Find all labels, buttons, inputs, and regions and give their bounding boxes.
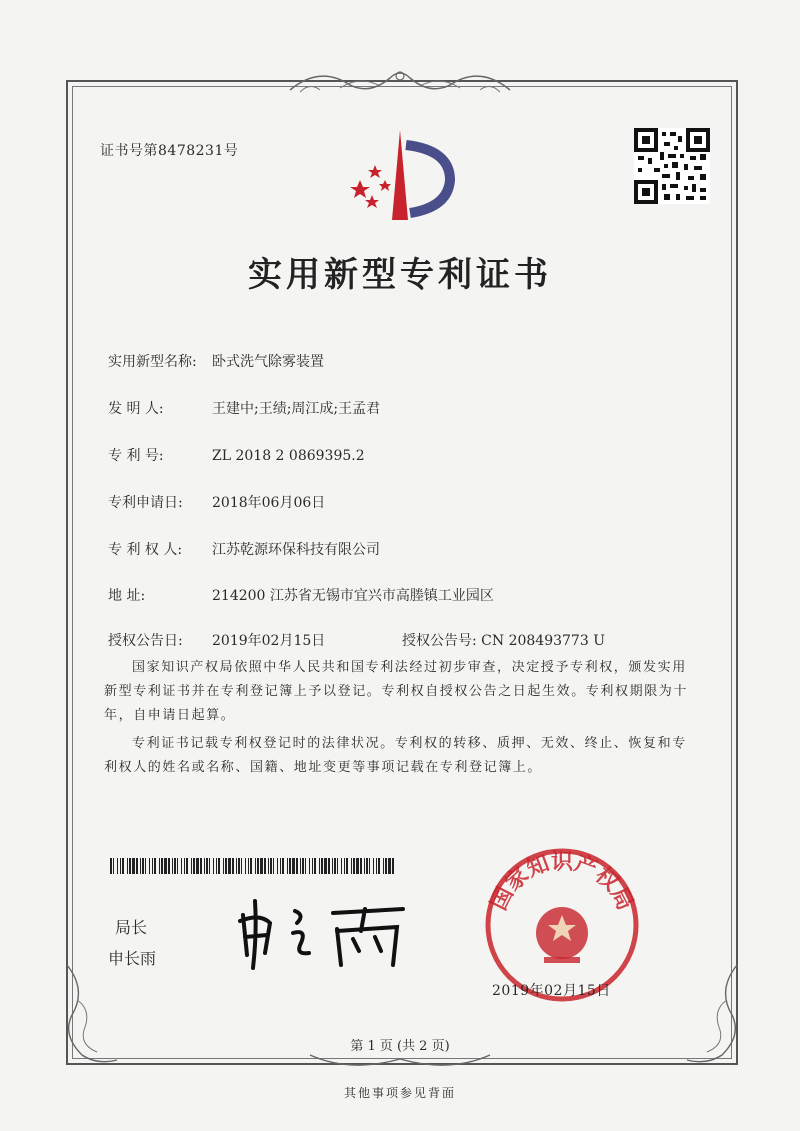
seal-text: 国家知识产权局 (486, 849, 638, 915)
certificate-title: 实用新型专利证书 (248, 255, 552, 295)
field-patent-number (108, 445, 365, 465)
director-name: 申长雨 (108, 949, 157, 968)
field-label: 发 明 人: (108, 401, 164, 417)
seal-date: 2019年02月15日 (492, 983, 611, 999)
field-patentee (108, 539, 380, 559)
field-value: 王建中;王绩;周江成;王孟君 (212, 401, 381, 417)
field-inventor (108, 398, 380, 418)
field-value: CN 208493773 U (481, 633, 605, 649)
field-label: 地 址: (108, 588, 146, 604)
page-number: 第 1 页 (共 2 页) (350, 1039, 450, 1054)
certificate-number: 证书号第8478231号 (100, 143, 239, 159)
svg-text:国家知识产权局 (487, 850, 638, 915)
field-filing-date (108, 492, 325, 512)
field-value: ZL 2018 2 0869395.2 (212, 448, 365, 464)
qr-code-icon (634, 128, 710, 204)
field-label: 专 利 号: (108, 448, 164, 464)
body-paragraph-1: 国家知识产权局依照中华人民共和国专利法经过初步审查，决定授予专利权，颁发实用新型专利证书并在专利登记簿上予以登记。专利权自授权公告之日起生效。专利权期限为十年，自申请日起算。 (104, 660, 689, 723)
field-label: 实用新型名称: (108, 354, 197, 370)
field-label: 授权公告日: (108, 633, 183, 649)
body-paragraph-2: 专利证书记载专利权登记时的法律状况。专利权的转移、质押、无效、终止、恢复和专利权人的姓名或名称、国籍、地址变更等事项记载在专利登记簿上。 (104, 736, 687, 775)
field-value: 卧式洗气除雾装置 (212, 354, 324, 370)
field-grant-date (108, 630, 325, 650)
field-label: 专 利 权 人: (108, 542, 183, 558)
field-value: 2018年06月06日 (212, 495, 326, 511)
footer-note: 其他事项参见背面 (343, 1086, 456, 1100)
handwritten-signature (225, 893, 415, 973)
field-utility-model-name (108, 351, 324, 371)
director-title: 局长 (115, 918, 148, 937)
field-grant-number (402, 630, 605, 650)
barcode-icon (110, 858, 394, 874)
cnipa-emblem-icon (340, 125, 470, 225)
top-ornament (280, 60, 520, 100)
field-value: 2019年02月15日 (212, 633, 326, 649)
field-label: 授权公告号: (402, 633, 477, 649)
field-value: 214200 江苏省无锡市宜兴市高塍镇工业园区 (212, 588, 494, 604)
field-value: 江苏乾源环保科技有限公司 (212, 542, 380, 558)
field-label: 专利申请日: (108, 495, 183, 511)
field-address (108, 585, 494, 605)
